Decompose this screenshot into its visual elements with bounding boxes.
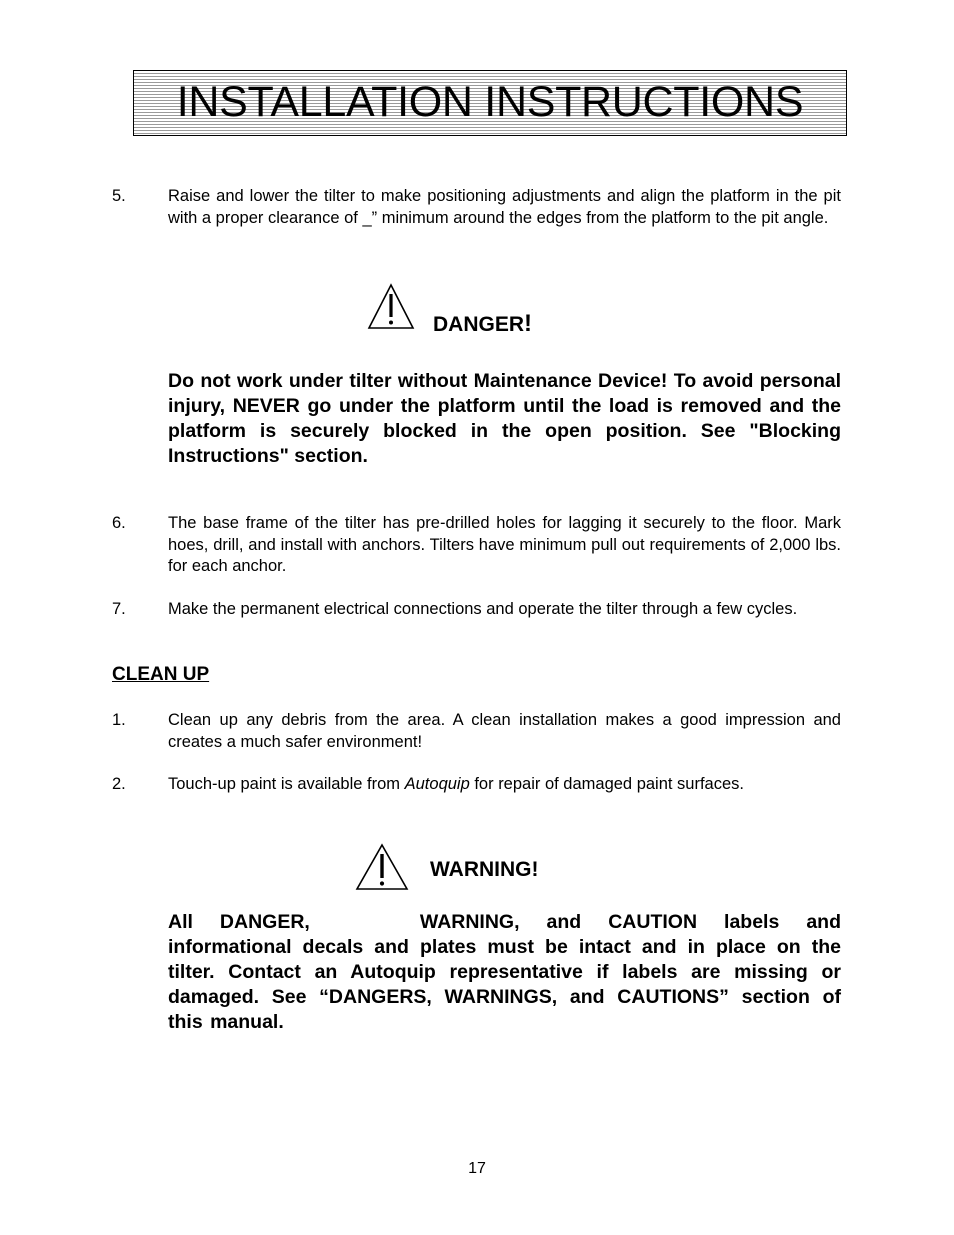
- danger-body: Do not work under tilter without Maintenance Device! To avoid personal injury, NEVER go under the platform until the load is removed and the platform is securely blocked in the open position. See "Blocking Instructions" section.: [168, 370, 841, 467]
- warning-body-start: All DANGER,: [168, 911, 310, 933]
- step-number: 2.: [112, 775, 126, 793]
- warning-heading: WARNING!: [430, 858, 539, 881]
- warning-body: [168, 910, 841, 1035]
- step-text: Clean up any debris from the area. A clean installation makes a good impression and creates a much safer environment!: [168, 711, 841, 751]
- step-number: 7.: [112, 600, 126, 618]
- step-text-before: Touch-up paint is available from: [168, 775, 405, 793]
- list-item-step-7: [112, 599, 841, 621]
- list-item-step-5: [112, 186, 841, 229]
- clean-up-heading: CLEAN UP: [112, 664, 210, 685]
- page-title: INSTALLATION INSTRUCTIONS: [176, 78, 804, 126]
- warning-triangle-icon: [366, 282, 416, 330]
- step-text: Raise and lower the tilter to make positioning adjustments and align the platform in the pit with a proper clearance of _” minimum around the edges from the platform to the pit angle.: [168, 187, 841, 227]
- step-text: [168, 774, 841, 796]
- page-number: 17: [468, 1160, 486, 1177]
- step-text-after: for repair of damaged paint surfaces.: [469, 775, 744, 793]
- warning-triangle-icon: [354, 842, 410, 892]
- step-text: The base frame of the tilter has pre-drilled holes for lagging it securely to the floor. Mark hoes, drill, and install with anchors. Tilters have minimum pull out requirements of 2,000 lbs. for each anchor.: [168, 514, 841, 575]
- warning-body-rest: WARNING, and CAUTION labels and informational decals and plates must be intact and in place on the tilter. Contact an Autoquip representative if labels are missing or damaged. See “DANGERS, WARNINGS, and CAUTIONS” section of this manual.: [168, 911, 841, 1033]
- brand-name: Autoquip: [404, 775, 470, 793]
- step-number: 6.: [112, 514, 126, 532]
- danger-label: DANGER: [433, 313, 525, 336]
- list-item-step-6: [112, 513, 841, 578]
- step-number: 1.: [112, 711, 126, 729]
- list-item-clean-1: [112, 710, 841, 753]
- step-number: 5.: [112, 187, 126, 205]
- danger-exclaim: !: [524, 310, 533, 337]
- list-item-clean-2: [112, 774, 841, 796]
- danger-heading: [433, 310, 532, 338]
- step-text: Make the permanent electrical connections and operate the tilter through a few cycles.: [168, 600, 798, 618]
- title-banner: [133, 70, 847, 136]
